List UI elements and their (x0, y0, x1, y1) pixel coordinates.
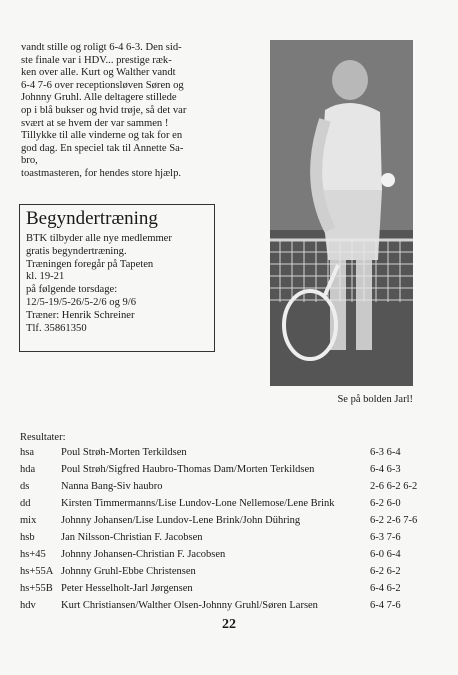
score-cell: 6-2 6-0 (370, 498, 401, 509)
players-cell: Johnny Johansen-Christian F. Jacobsen (61, 549, 226, 560)
score-cell: 6-3 7-6 (370, 532, 401, 543)
intro-line: ken over alle. Kurt og Walther vandt (21, 67, 176, 79)
results-table (20, 447, 432, 617)
score-cell: 6-2 2-6 7-6 (370, 515, 418, 526)
table-row (20, 583, 432, 600)
players-cell: Poul Strøh-Morten Terkildsen (61, 447, 187, 458)
box-line: 12/5-19/5-26/5-2/6 og 9/6 (26, 296, 137, 308)
players-cell: Nanna Bang-Siv haubro (61, 481, 163, 492)
intro-line: ste finale var i HDV... prestige ræk- (21, 54, 172, 66)
intro-line: Tillykke til alle vinderne og tak for en (21, 130, 183, 142)
box-line: Træningen foregår på Tapeten (26, 258, 154, 270)
intro-line: god dag. En speciel tak til Annette Sa- (21, 142, 184, 154)
box-line: kl. 19-21 (26, 271, 65, 283)
intro-line: svært at se hvem der var sammen ! (21, 117, 169, 129)
score-cell: 6-4 7-6 (370, 600, 401, 611)
category-cell: hdv (20, 600, 36, 611)
category-cell: dd (20, 498, 31, 509)
box-line: BTK tilbyder alle nye medlemmer (26, 233, 172, 244)
table-row (20, 532, 432, 549)
category-cell: hsa (20, 447, 34, 458)
tennis-player-illustration (270, 40, 413, 386)
score-cell: 6-4 6-2 (370, 583, 401, 594)
players-cell: Johnny Gruhl-Ebbe Christensen (61, 566, 196, 577)
photo-caption: Se på bolden Jarl! (337, 394, 413, 405)
category-cell: ds (20, 481, 30, 492)
table-row (20, 566, 432, 583)
intro-line: vandt stille og roligt 6-4 6-3. Den sid- (21, 42, 182, 53)
players-cell: Kurt Christiansen/Walther Olsen-Johnny Gruhl/Søren Larsen (61, 600, 318, 611)
beginner-training-box (19, 204, 215, 352)
players-cell: Poul Strøh/Sigfred Haubro-Thomas Dam/Morten Terkildsen (61, 464, 315, 475)
players-cell: Peter Hesselholt-Jarl Jørgensen (61, 583, 193, 594)
box-line: gratis begyndertræning. (26, 245, 127, 257)
intro-paragraph (21, 42, 213, 181)
box-title: Begyndertræning (26, 208, 158, 229)
intro-line: bro, (21, 155, 38, 167)
tennis-photo (270, 40, 413, 386)
page-number: 22 (222, 617, 236, 632)
box-line: Træner: Henrik Schreiner (26, 309, 135, 321)
table-row (20, 515, 432, 532)
category-cell: hs+45 (20, 549, 46, 560)
box-line: på følgende torsdage: (26, 284, 118, 296)
category-cell: hda (20, 464, 36, 475)
score-cell: 6-2 6-2 (370, 566, 401, 577)
intro-line: 6-4 7-6 over receptionsløven Søren og (21, 79, 184, 91)
category-cell: hs+55B (20, 583, 53, 594)
score-cell: 6-0 6-4 (370, 549, 401, 560)
score-cell: 2-6 6-2 6-2 (370, 481, 418, 492)
results-label: Resultater: (20, 432, 66, 443)
category-cell: mix (20, 515, 37, 526)
intro-line: toastmasteren, for hendes store hjælp. (21, 167, 182, 179)
players-cell: Jan Nilsson-Christian F. Jacobsen (61, 532, 203, 543)
table-row (20, 447, 432, 464)
table-row (20, 600, 432, 617)
table-row (20, 498, 432, 515)
table-row (20, 549, 432, 566)
table-row (20, 481, 432, 498)
intro-line: op i blå bukser og hvid trøje, så det var (21, 104, 187, 116)
score-cell: 6-3 6-4 (370, 447, 401, 458)
players-cell: Johnny Johansen/Lise Lundov-Lene Brink/John Dühring (61, 515, 301, 526)
intro-line: Johnny Gruhl. Alle deltagere stillede (21, 92, 177, 104)
category-cell: hs+55A (20, 566, 54, 577)
score-cell: 6-4 6-3 (370, 464, 401, 475)
players-cell: Kirsten Timmermanns/Lise Lundov-Lone Nellemose/Lene Brink (61, 498, 335, 509)
table-row (20, 464, 432, 481)
box-line: Tlf. 35861350 (26, 322, 87, 334)
category-cell: hsb (20, 532, 35, 543)
